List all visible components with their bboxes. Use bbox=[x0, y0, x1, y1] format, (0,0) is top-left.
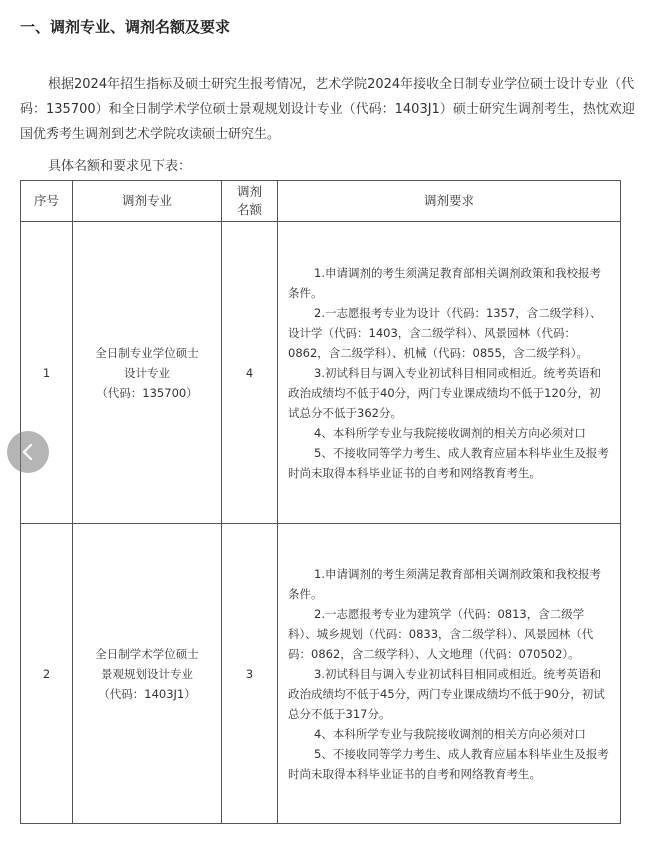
major-code: （代码：1403J1） bbox=[98, 686, 196, 701]
row-major bbox=[73, 222, 222, 524]
table-header-row bbox=[21, 181, 621, 222]
intro-line-3: 国优秀考生调剂到艺术学院攻读硕士研究生。 bbox=[20, 127, 281, 142]
intro-paragraph bbox=[20, 72, 652, 147]
requirement-item: 4、本科所学专业与我院接收调剂的相关方向必须对口 bbox=[314, 425, 586, 440]
requirement-item: 1.申请调剂的考生须满足教育部相关调剂政策和我校报考条件。 bbox=[288, 265, 601, 300]
table-row bbox=[21, 222, 621, 524]
major-code: （代码：135700） bbox=[96, 385, 198, 400]
requirement-item: 3.初试科目与调入专业初试科目相同或相近。统考英语和政治成绩均不低于40分，两门专业课成绩均不低于120分，初试总分不低于362分。 bbox=[288, 365, 601, 420]
header-quota bbox=[222, 181, 278, 222]
header-requirements: 调剂要求 bbox=[278, 181, 621, 222]
row-no: 2 bbox=[21, 524, 73, 824]
previous-button[interactable] bbox=[7, 431, 49, 473]
header-quota-line2: 名额 bbox=[236, 202, 262, 217]
major-line-2: 设计专业 bbox=[124, 365, 170, 380]
row-quota: 3 bbox=[222, 524, 278, 824]
section-heading: 一、调剂专业、调剂名额及要求 bbox=[20, 18, 231, 36]
requirement-item: 5、不接收同等学力考生、成人教育应届本科毕业生及报考时尚未取得本科毕业证书的自考和网络教育考生。 bbox=[288, 445, 609, 480]
header-quota-line1: 调剂 bbox=[236, 184, 262, 199]
major-line-1: 全日制学术学位硕士 bbox=[95, 646, 199, 661]
major-line-2: 景观规划设计专业 bbox=[101, 666, 193, 681]
table-row bbox=[21, 524, 621, 824]
quota-table bbox=[20, 180, 621, 824]
header-major: 调剂专业 bbox=[73, 181, 222, 222]
row-requirements bbox=[278, 524, 621, 824]
major-line-1: 全日制专业学位硕士 bbox=[95, 345, 199, 360]
row-requirements bbox=[278, 222, 621, 524]
row-quota: 4 bbox=[222, 222, 278, 524]
requirement-item: 2.一志愿报考专业为建筑学（代码：0813，含二级学科）、城乡规划（代码：0833，含二级学科）、风景园林（代码：0862，含二级学科）、人文地理（代码：070502）。 bbox=[288, 606, 594, 661]
table-intro: 具体名额和要求见下表： bbox=[48, 159, 192, 174]
requirement-item: 5、不接收同等学力考生、成人教育应届本科毕业生及报考时尚未取得本科毕业证书的自考和网络教育考生。 bbox=[288, 746, 609, 781]
chevron-left-icon bbox=[19, 442, 37, 462]
requirement-item: 4、本科所学专业与我院接收调剂的相关方向必须对口 bbox=[314, 726, 586, 741]
row-no: 1 bbox=[21, 222, 73, 524]
requirement-item: 1.申请调剂的考生须满足教育部相关调剂政策和我校报考条件。 bbox=[288, 566, 601, 601]
header-no: 序号 bbox=[21, 181, 73, 222]
intro-line-1: 根据2024年招生指标及硕士研究生报考情况，艺术学院2024年接收全日制专业学位硕士设计专业（代 bbox=[48, 77, 635, 92]
intro-line-2: 码：135700）和全日制学术学位硕士景观规划设计专业（代码：1403J1）硕士研究生调剂考生，热忱欢迎 bbox=[20, 102, 635, 117]
row-major bbox=[73, 524, 222, 824]
requirement-item: 2.一志愿报考专业为设计（代码：1357，含二级学科）、设计学（代码：1403，含二级学科）、风景园林（代码：0862，含二级学科）、机械（代码：0855，含二级学科）。 bbox=[288, 305, 602, 360]
requirement-item: 3.初试科目与调入专业初试科目相同或相近。统考英语和政治成绩均不低于45分，两门专业课成绩均不低于90分，初试总分不低于317分。 bbox=[288, 666, 605, 721]
